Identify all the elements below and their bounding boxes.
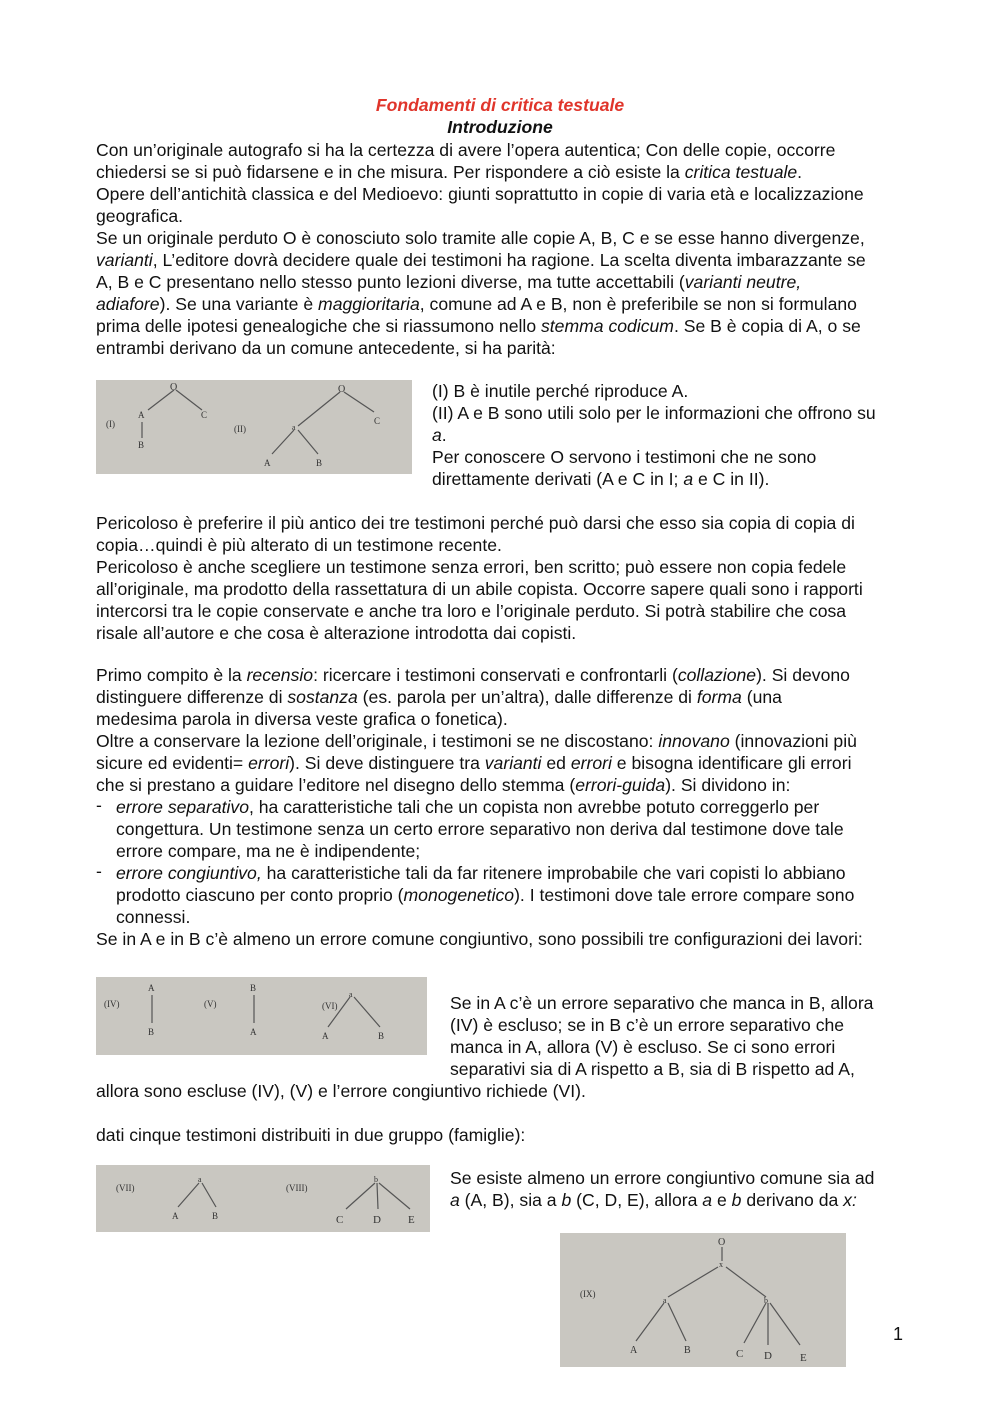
text-line: Con un’originale autografo si ha la certezza di avere l’opera autentica; Con delle copie, occorre — [96, 140, 836, 160]
svg-text:D: D — [373, 1214, 381, 1226]
svg-text:B: B — [212, 1211, 219, 1221]
text-line: Se in A e in B c’è almeno un errore comune congiuntivo, sono possibili tre configurazioni dei lavori: — [96, 929, 863, 949]
text-line: A, B e C presentano nello stesso punto lezioni diverse, ma tutte accettabili (varianti neutre, — [96, 272, 802, 292]
svg-text:(IV): (IV) — [104, 999, 120, 1009]
svg-text:a: a — [292, 423, 296, 432]
svg-text:O: O — [170, 382, 178, 393]
svg-text:B: B — [250, 983, 257, 993]
text-line: che si prestano a guidare l’editore nel disegno dello stemma (errori-guida). Si dividono in: — [96, 775, 791, 795]
text-line: Pericoloso è anche scegliere un testimone senza errori, ben scritto; può essere non copia fedele — [96, 557, 847, 577]
svg-text:A: A — [172, 1211, 179, 1221]
list-item: errore separativo, ha caratteristiche tali che un copista non avrebbe potuto correggerlo per — [116, 797, 820, 817]
text-line: dati cinque testimoni distribuiti in due gruppo (famiglie): — [96, 1125, 526, 1145]
text-line: prima delle ipotesi genealogiche che si riassumono nello stemma codicum. Se B è copia di A, o se — [96, 316, 861, 336]
svg-text:(I): (I) — [106, 419, 115, 429]
text-line: allora sono escluse (IV), (V) e l’errore congiuntivo richiede (VI). — [96, 1081, 586, 1101]
stemma-figure-3 — [96, 1165, 430, 1232]
svg-text:B: B — [138, 440, 145, 450]
svg-text:b: b — [764, 1296, 768, 1305]
list-item-line: connessi. — [116, 907, 191, 927]
svg-text:E: E — [408, 1214, 415, 1226]
svg-text:E: E — [800, 1352, 807, 1364]
text-line: entrambi derivano da un comune antecedente, si ha parità: — [96, 338, 556, 358]
list-item-line: prodotto ciascuno per conto proprio (monogenetico). I testimoni dove tale errore compare sono — [116, 885, 855, 905]
svg-text:A: A — [630, 1345, 638, 1356]
text-line: a. — [432, 425, 447, 445]
bullet-marker: - — [96, 861, 102, 881]
svg-text:O: O — [338, 384, 346, 395]
text-line: separativi sia di A rispetto a B, sia di B rispetto ad A, — [450, 1059, 855, 1079]
text-line: geografica. — [96, 206, 184, 226]
svg-text:(IX): (IX) — [580, 1289, 596, 1299]
svg-text:(V): (V) — [204, 999, 217, 1009]
text-line: a (A, B), sia a b (C, D, E), allora a e b derivano da x: — [450, 1190, 857, 1210]
svg-text:A: A — [264, 458, 271, 468]
text-line: sicure ed evidenti= errori). Si deve distinguere tra varianti ed errori e bisogna identificare gli errori — [96, 753, 852, 773]
svg-text:a: a — [663, 1296, 667, 1305]
text-line: Se in A c’è un errore separativo che manca in B, allora — [450, 993, 874, 1013]
svg-text:B: B — [148, 1027, 155, 1037]
svg-text:B: B — [378, 1031, 385, 1041]
text-line: Opere dell’antichità classica e del Medioevo: giunti soprattutto in copie di varia età e localizzazione — [96, 184, 864, 204]
svg-text:b: b — [374, 1175, 378, 1184]
svg-text:A: A — [148, 983, 155, 993]
text-line: Pericoloso è preferire il più antico dei tre testimoni perché può darsi che esso sia copia di copia di — [96, 513, 855, 533]
list-item: errore congiuntivo, ha caratteristiche tali da far ritenere improbabile che vari copisti lo abbiano — [116, 863, 846, 883]
svg-text:C: C — [736, 1348, 744, 1360]
svg-text:O: O — [718, 1237, 726, 1248]
stemma-figure-2 — [96, 977, 427, 1055]
svg-text:B: B — [316, 458, 323, 468]
text-line: intercorsi tra le copie conservate e anche tra loro e l’originale perduto. Si potrà stabilire che cosa — [96, 601, 847, 621]
text-line: Se esiste almeno un errore congiuntivo comune sia ad — [450, 1168, 875, 1188]
svg-text:a: a — [349, 990, 353, 999]
text-line: Per conoscere O servono i testimoni che ne sono — [432, 447, 817, 467]
svg-text:A: A — [322, 1031, 329, 1041]
svg-text:(II): (II) — [234, 424, 246, 434]
text-line: varianti, L’editore dovrà decidere quale dei testimoni ha ragione. La scelta diventa imbarazzante se — [96, 250, 866, 270]
text-line: Oltre a conservare la lezione dell’originale, i testimoni se ne discostano: innovano (innovazioni più — [96, 731, 857, 751]
text-line: Primo compito è la recensio: ricercare i testimoni conservati e confrontarli (collazione). Si devono — [96, 665, 850, 685]
svg-text:D: D — [764, 1350, 772, 1362]
stemma-figure-4 — [560, 1233, 846, 1367]
svg-text:C: C — [336, 1214, 344, 1226]
list-item-line: congettura. Un testimone senza un certo errore separativo non deriva dal testimone dove tale — [116, 819, 844, 839]
svg-text:x: x — [719, 1260, 723, 1269]
text-line: (I) B è inutile perché riproduce A. — [432, 381, 689, 401]
svg-text:(VII): (VII) — [116, 1183, 135, 1193]
svg-text:(VI): (VI) — [322, 1001, 338, 1011]
text-line: (IV) è escluso; se in B c’è un errore separativo che — [450, 1015, 845, 1035]
page-number: 1 — [893, 1324, 904, 1344]
text-line: distinguere differenze di sostanza (es. parola per un’altra), dalle differenze di forma (una — [96, 687, 782, 707]
list-item-line: errore compare, ma ne è indipendente; — [116, 841, 421, 861]
svg-text:C: C — [374, 416, 381, 426]
text-line: risale all’autore e che cosa è alterazione introdotta dai copisti. — [96, 623, 577, 643]
text-line: manca in A, allora (V) è escluso. Se ci sono errori — [450, 1037, 836, 1057]
svg-text:A: A — [250, 1027, 257, 1037]
svg-text:(VIII): (VIII) — [286, 1183, 308, 1193]
section-heading: Introduzione — [447, 117, 553, 137]
svg-text:C: C — [201, 410, 208, 420]
document-title: Fondamenti di critica testuale — [375, 95, 625, 115]
text-line: medesima parola in diversa veste grafica o fonetica). — [96, 709, 508, 729]
text-line: Se un originale perduto O è conosciuto solo tramite alle copie A, B, C e se esse hanno divergenze, — [96, 228, 865, 248]
stemma-figure-1 — [96, 380, 412, 474]
bullet-marker: - — [96, 795, 102, 815]
text-line: (II) A e B sono utili solo per le informazioni che offrono su — [432, 403, 876, 423]
text-line: copia…quindi è più alterato di un testimone recente. — [96, 535, 502, 555]
text-line: all’originale, ma prodotto della rassettatura di un abile copista. Occorre sapere quali sono i rapporti — [96, 579, 863, 599]
svg-text:a: a — [198, 1175, 202, 1184]
text-line: chiedersi se si può fidarsene e in che misura. Per rispondere a ciò esiste la critica testuale. — [96, 162, 803, 182]
svg-text:A: A — [138, 410, 145, 420]
text-line: adiafore). Se una variante è maggioritaria, comune ad A e B, non è preferibile se non si formulano — [96, 294, 857, 314]
svg-text:B: B — [684, 1345, 691, 1356]
text-line: direttamente derivati (A e C in I; a e C in II). — [432, 469, 770, 489]
